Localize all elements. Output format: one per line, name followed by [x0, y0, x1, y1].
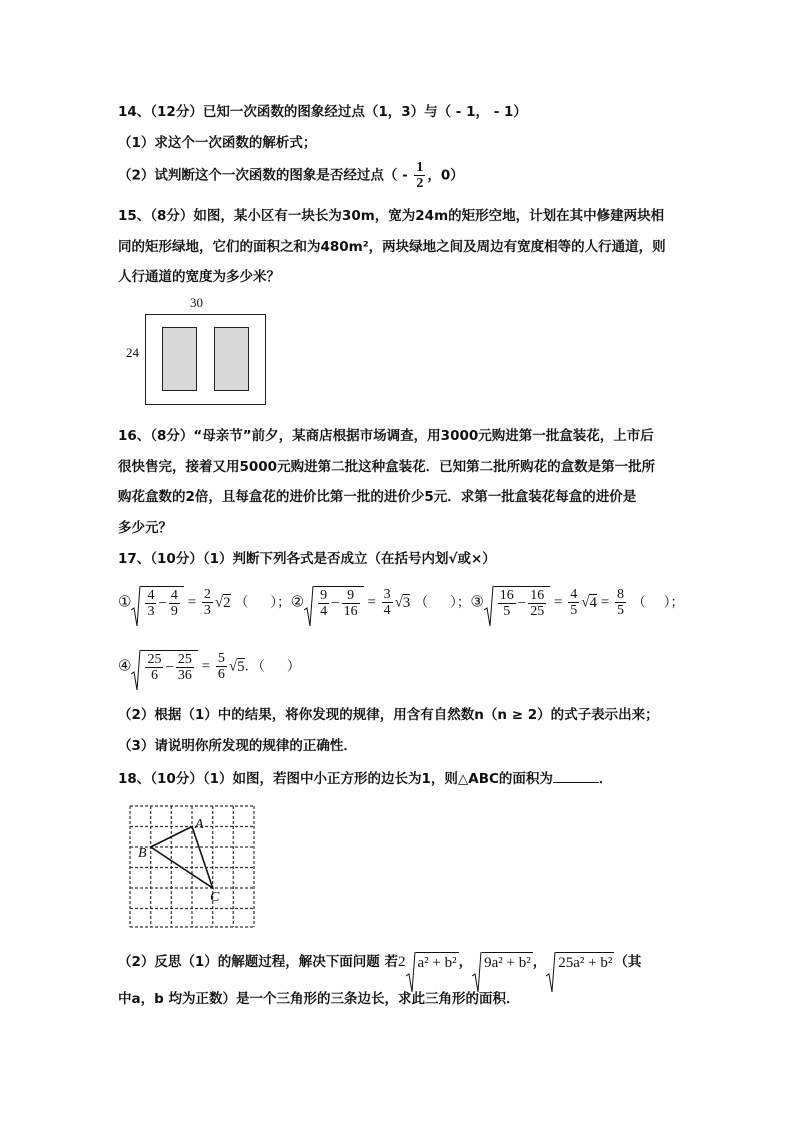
triangle-abc — [151, 827, 213, 889]
q14-part2-text: （2）试判断这个一次函数的图象是否经过点（ - — [118, 167, 413, 184]
q17-title: 17、（10分）（1）判断下列各式是否成立（在括号内划√或×） — [118, 551, 496, 567]
q16-line1: 16、（8分）“母亲节”前夕，某商店根据市场调查，用3000元购进第一批盒装花，上市后 — [118, 428, 654, 444]
fraction-half: $\frac{1}{2}$ — [416, 160, 424, 191]
q18-title-text: 18、（10分）（1）如图，若图中小正方形的边长为1，则△ABC的面积为 — [118, 771, 553, 787]
dashed-grid — [130, 806, 254, 927]
q14-part2 — [118, 160, 464, 191]
answer-blank[interactable] — [553, 768, 599, 783]
q14-part2-tail: ，0） — [427, 167, 464, 184]
q17-equations-row2: ④ $\frac{25}{6}$ − $\frac{25}{36}$ = $\frac{5}{6}$ √5．（ ） — [118, 650, 300, 683]
eq3-radical: $\frac{16}{5}$ − $\frac{16}{25}$ — [484, 586, 550, 619]
q18-part2-text: （2）反思（1）的解题过程，解决下面问题 若 — [118, 954, 398, 970]
q14-part1: （1）求这个一次函数的解析式； — [118, 135, 317, 151]
eq3-mark: ③ — [470, 592, 484, 611]
q17-part2: （2）根据（1）中的结果，将你发现的规律，用含有自然数n（n ≥ 2）的式子表示出来； — [118, 707, 659, 723]
q16-line4: 多少元？ — [118, 520, 172, 536]
field-diagram — [120, 292, 280, 412]
q18-title — [118, 768, 612, 788]
eq2-mark: ② — [290, 592, 305, 611]
fig-height-label: 24 — [126, 345, 139, 360]
vertex-b-label: B — [138, 846, 147, 861]
green-plot-left — [163, 328, 197, 391]
green-plot-right — [215, 328, 249, 391]
q14-title: 14、（12分）已知一次函数的图象经过点（1，3）与（ - 1， - 1） — [118, 104, 527, 120]
q17-equations-row1: ① $\frac{4}{3}$ − $\frac{4}{9}$ = $\frac{2}{3}$ √2 （ ）；② $\frac{9}{4}$ − $\frac{9}{16}$ = $\frac{3}{4}$ √3 （ ）；③ $\frac{16}{5}$ − $\frac{16}{25}$ = $\frac{4}{5}$ √4 = $\frac{8}{5}$ （ ）； — [118, 586, 684, 619]
radical-3: 25a² + b² — [546, 952, 614, 972]
q18-part3: 中a，b 均为正数）是一个三角形的三条边长，求此三角形的面积． — [118, 991, 520, 1007]
eq1-mark: ① — [118, 592, 132, 611]
q15-line3: 人行通道的宽度为多少米？ — [118, 269, 280, 285]
q16-line3: 购花盒数的2倍，且每盒花的进价比第一批的进价少5元．求第一批盒装花每盒的进价是 — [118, 489, 637, 505]
radical-1: a² + b² — [406, 952, 459, 972]
grid-triangle-figure — [124, 800, 264, 935]
vertex-c-label: C — [210, 890, 220, 905]
fig-width-label: 30 — [190, 295, 203, 310]
eq2-radical: $\frac{9}{4}$ − $\frac{9}{16}$ — [304, 586, 363, 619]
radical-2: 9a² + b² — [472, 952, 533, 972]
eq4-radical: $\frac{25}{6}$ − $\frac{25}{36}$ — [131, 650, 197, 683]
q16-line2: 很快售完，接着又用5000元购进第二批这种盒装花．已知第二批所购花的盒数是第一批所 — [118, 459, 656, 475]
q15-line1: 15、（8分）如图，某小区有一块长为30m，宽为24m的矩形空地，计划在其中修建两块相 — [118, 208, 665, 224]
q18-title-tail: ． — [598, 771, 613, 787]
eq4-mark: ④ — [118, 656, 132, 675]
vertex-a-label: A — [195, 817, 204, 832]
eq1-radical: $\frac{4}{3}$ − $\frac{4}{9}$ — [131, 586, 183, 619]
q18-part2: （2）反思（1）的解题过程，解决下面问题 若2 a² + b² ， 9a² + b² ， 25a² + b² （其 — [118, 952, 641, 972]
q15-line2: 同的矩形绿地，它们的面积之和为480m²，两块绿地之间及周边有宽度相等的人行通道，则 — [118, 239, 666, 255]
q15-figure — [120, 292, 280, 412]
q17-part3: （3）请说明你所发现的规律的正确性． — [118, 738, 357, 754]
